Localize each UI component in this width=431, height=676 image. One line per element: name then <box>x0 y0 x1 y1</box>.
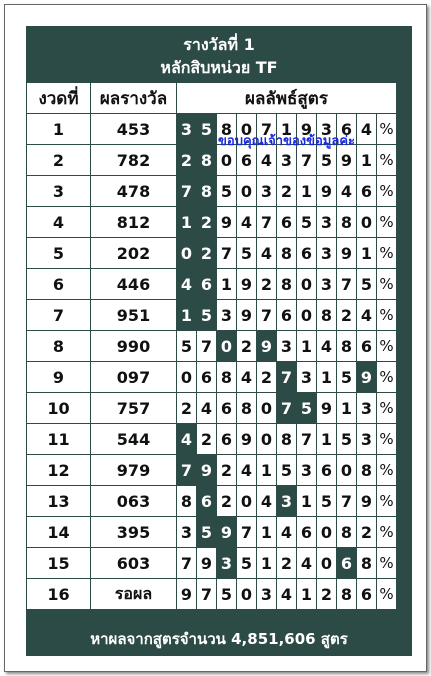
formula-digit: 7 <box>297 145 317 176</box>
formula-digit: 6 <box>197 269 217 300</box>
formula-digit: 3 <box>257 579 277 610</box>
formula-digit: 6 <box>297 238 317 269</box>
formula-digit: 9 <box>197 455 217 486</box>
formula-digit: 4 <box>237 362 257 393</box>
formula-digit: 0 <box>297 269 317 300</box>
round-number: 10 <box>27 393 91 424</box>
prize-result: 478 <box>91 176 177 207</box>
round-number: 9 <box>27 362 91 393</box>
formula-digit: 8 <box>317 300 337 331</box>
formula-digit: 4 <box>197 393 217 424</box>
round-number: 7 <box>27 300 91 331</box>
round-number: 12 <box>27 455 91 486</box>
formula-digit: 0 <box>337 455 357 486</box>
table-row <box>27 579 397 610</box>
formula-digit: 3 <box>217 300 237 331</box>
round-number: 14 <box>27 517 91 548</box>
table-body <box>27 114 397 610</box>
percent-cell: % <box>377 362 397 393</box>
prize-result: 446 <box>91 269 177 300</box>
formula-digit: 6 <box>317 455 337 486</box>
title-line-1: รางวัลที่ 1 <box>183 35 255 54</box>
formula-digit: 6 <box>357 176 377 207</box>
formula-digit: 6 <box>337 114 357 145</box>
formula-digit: 7 <box>177 455 197 486</box>
formula-digit: 5 <box>197 300 217 331</box>
formula-digit: 6 <box>337 548 357 579</box>
round-number: 15 <box>27 548 91 579</box>
table-row <box>27 455 397 486</box>
formula-digit: 7 <box>177 176 197 207</box>
formula-digit: 9 <box>237 424 257 455</box>
formula-digit: 4 <box>317 331 337 362</box>
table-row <box>27 300 397 331</box>
formula-digit: 4 <box>297 548 317 579</box>
formula-digit: 7 <box>337 486 357 517</box>
formula-digit: 8 <box>277 269 297 300</box>
formula-digit: 2 <box>197 424 217 455</box>
formula-digit: 3 <box>357 393 377 424</box>
formula-digit: 5 <box>177 331 197 362</box>
formula-digit: 8 <box>337 517 357 548</box>
formula-digit: 6 <box>217 393 237 424</box>
formula-digit: 1 <box>177 207 197 238</box>
formula-digit: 5 <box>277 455 297 486</box>
header-round: งวดที่ <box>27 83 91 114</box>
formula-digit: 3 <box>277 486 297 517</box>
formula-digit: 9 <box>357 362 377 393</box>
formula-digit: 9 <box>237 300 257 331</box>
formula-digit: 7 <box>337 269 357 300</box>
formula-digit: 2 <box>217 455 237 486</box>
board-title <box>26 26 412 84</box>
formula-digit: 2 <box>217 486 237 517</box>
formula-digit: 3 <box>217 548 237 579</box>
formula-digit: 0 <box>257 424 277 455</box>
formula-digit: 0 <box>317 517 337 548</box>
formula-digit: 7 <box>297 424 317 455</box>
watermark-text: ขอบคุณเจ้าของข้อมูลค่ะ <box>218 134 356 149</box>
formula-digit: 3 <box>317 114 337 145</box>
formula-digit: 5 <box>217 176 237 207</box>
formula-digit: 3 <box>177 114 197 145</box>
formula-digit: 5 <box>297 393 317 424</box>
formula-digit: 4 <box>237 207 257 238</box>
header-formula: ผลลัพธ์สูตร <box>177 83 397 114</box>
formula-digit: 5 <box>317 145 337 176</box>
formula-digit: 5 <box>197 517 217 548</box>
formula-digit: 9 <box>217 207 237 238</box>
formula-digit: 9 <box>177 579 197 610</box>
formula-digit: 4 <box>337 176 357 207</box>
formula-digit: 8 <box>197 145 217 176</box>
prize-result: 782 <box>91 145 177 176</box>
round-number: 6 <box>27 269 91 300</box>
formula-digit: 8 <box>177 486 197 517</box>
formula-digit: 1 <box>257 455 277 486</box>
formula-digit: 8 <box>277 238 297 269</box>
formula-digit: 4 <box>277 579 297 610</box>
formula-digit: 0 <box>217 145 237 176</box>
result-board <box>26 26 412 656</box>
formula-digit: 4 <box>357 300 377 331</box>
formula-digit: 3 <box>317 207 337 238</box>
formula-digit: 7 <box>257 207 277 238</box>
formula-digit: 9 <box>357 486 377 517</box>
formula-digit: 8 <box>337 331 357 362</box>
percent-cell: % <box>377 455 397 486</box>
formula-digit: 7 <box>277 393 297 424</box>
formula-digit: 3 <box>317 238 337 269</box>
formula-digit: 3 <box>317 269 337 300</box>
table-row <box>27 238 397 269</box>
formula-digit: 9 <box>337 238 357 269</box>
formula-digit: 5 <box>197 114 217 145</box>
formula-digit: 9 <box>217 517 237 548</box>
formula-digit: 9 <box>337 145 357 176</box>
percent-cell: % <box>377 579 397 610</box>
prize-result: 990 <box>91 331 177 362</box>
formula-digit: 0 <box>217 331 237 362</box>
formula-digit: 1 <box>177 300 197 331</box>
header-row <box>27 83 397 114</box>
formula-digit: 2 <box>337 300 357 331</box>
formula-digit: 8 <box>237 393 257 424</box>
percent-cell: % <box>377 331 397 362</box>
formula-digit: 5 <box>317 486 337 517</box>
header-result: ผลรางวัล <box>91 83 177 114</box>
formula-digit: 9 <box>197 548 217 579</box>
formula-digit: 8 <box>337 207 357 238</box>
formula-digit: 3 <box>297 362 317 393</box>
formula-digit: 2 <box>257 269 277 300</box>
formula-digit: 6 <box>297 517 317 548</box>
formula-digit: 8 <box>277 424 297 455</box>
formula-digit: 4 <box>277 517 297 548</box>
formula-digit: 1 <box>317 424 337 455</box>
formula-digit: 1 <box>357 145 377 176</box>
footer-summary: หาผลจากสูตรจำนวน 4,851,606 สูตร <box>90 630 348 648</box>
formula-digit: 6 <box>277 207 297 238</box>
formula-digit: 3 <box>277 145 297 176</box>
prize-result: 453 <box>91 114 177 145</box>
formula-digit: 6 <box>197 486 217 517</box>
round-number: 5 <box>27 238 91 269</box>
formula-digit: 1 <box>337 393 357 424</box>
formula-digit: 6 <box>357 579 377 610</box>
formula-digit: 2 <box>197 207 217 238</box>
round-number: 16 <box>27 579 91 610</box>
formula-digit: 4 <box>257 486 277 517</box>
formula-digit: 2 <box>237 331 257 362</box>
round-number: 11 <box>27 424 91 455</box>
formula-digit: 7 <box>197 331 217 362</box>
formula-digit: 4 <box>237 455 257 486</box>
percent-cell: % <box>377 238 397 269</box>
prize-result: รอผล <box>91 579 177 610</box>
formula-digit: 7 <box>277 362 297 393</box>
formula-digit: 0 <box>177 238 197 269</box>
formula-digit: 4 <box>257 238 277 269</box>
round-number: 4 <box>27 207 91 238</box>
round-number: 13 <box>27 486 91 517</box>
table-row <box>27 517 397 548</box>
formula-digit: 2 <box>177 393 197 424</box>
prize-result: 951 <box>91 300 177 331</box>
table-row <box>27 548 397 579</box>
percent-cell: % <box>377 517 397 548</box>
formula-digit: 1 <box>317 362 337 393</box>
table-row <box>27 486 397 517</box>
formula-digit: 3 <box>357 424 377 455</box>
formula-digit: 1 <box>257 548 277 579</box>
formula-digit: 1 <box>297 176 317 207</box>
formula-digit: 6 <box>217 424 237 455</box>
round-number: 3 <box>27 176 91 207</box>
table-row <box>27 176 397 207</box>
prize-result: 812 <box>91 207 177 238</box>
percent-cell: % <box>377 207 397 238</box>
formula-digit: 4 <box>177 424 197 455</box>
formula-digit: 7 <box>177 548 197 579</box>
formula-digit: 3 <box>277 331 297 362</box>
prize-result: 097 <box>91 362 177 393</box>
formula-digit: 7 <box>257 300 277 331</box>
formula-digit: 0 <box>237 114 257 145</box>
percent-cell: % <box>377 486 397 517</box>
formula-digit: 5 <box>357 269 377 300</box>
round-number: 8 <box>27 331 91 362</box>
formula-digit: 8 <box>217 114 237 145</box>
formula-digit: 1 <box>277 114 297 145</box>
table-row <box>27 269 397 300</box>
formula-digit: 4 <box>257 145 277 176</box>
prize-result: 063 <box>91 486 177 517</box>
formula-digit: 4 <box>357 114 377 145</box>
outer-frame <box>4 4 427 672</box>
percent-cell: % <box>377 424 397 455</box>
formula-digit: 0 <box>357 207 377 238</box>
percent-cell: % <box>377 269 397 300</box>
formula-digit: 6 <box>237 145 257 176</box>
round-number: 1 <box>27 114 91 145</box>
percent-cell: % <box>377 300 397 331</box>
formula-digit: 0 <box>237 579 257 610</box>
prize-result: 603 <box>91 548 177 579</box>
formula-digit: 4 <box>177 269 197 300</box>
table-row <box>27 362 397 393</box>
formula-digit: 7 <box>217 238 237 269</box>
formula-digit: 5 <box>297 207 317 238</box>
formula-digit: 9 <box>317 393 337 424</box>
formula-digit: 0 <box>237 176 257 207</box>
formula-digit: 0 <box>177 362 197 393</box>
formula-digit: 2 <box>317 579 337 610</box>
formula-digit: 8 <box>357 455 377 486</box>
formula-digit: 8 <box>197 176 217 207</box>
prize-result: 979 <box>91 455 177 486</box>
formula-digit: 5 <box>237 238 257 269</box>
prize-result: 544 <box>91 424 177 455</box>
formula-digit: 6 <box>197 362 217 393</box>
formula-digit: 0 <box>317 548 337 579</box>
formula-digit: 9 <box>317 176 337 207</box>
table-row <box>27 393 397 424</box>
formula-digit: 7 <box>257 114 277 145</box>
percent-cell: % <box>377 176 397 207</box>
formula-digit: 2 <box>257 362 277 393</box>
formula-digit: 2 <box>277 548 297 579</box>
formula-digit: 1 <box>297 331 317 362</box>
formula-digit: 3 <box>257 176 277 207</box>
table-row <box>27 207 397 238</box>
formula-digit: 8 <box>217 362 237 393</box>
percent-cell: % <box>377 114 397 145</box>
prize-result: 202 <box>91 238 177 269</box>
formula-digit: 9 <box>257 331 277 362</box>
formula-digit: 9 <box>237 269 257 300</box>
formula-digit: 5 <box>337 424 357 455</box>
prize-result: 395 <box>91 517 177 548</box>
formula-digit: 8 <box>357 548 377 579</box>
formula-digit: 5 <box>217 579 237 610</box>
formula-digit: 9 <box>297 114 317 145</box>
formula-digit: 1 <box>297 486 317 517</box>
formula-digit: 2 <box>277 176 297 207</box>
percent-cell: % <box>377 393 397 424</box>
formula-digit: 5 <box>337 362 357 393</box>
formula-digit: 2 <box>177 145 197 176</box>
formula-digit: 0 <box>297 300 317 331</box>
formula-digit: 1 <box>257 517 277 548</box>
percent-cell: % <box>377 145 397 176</box>
formula-digit: 1 <box>357 238 377 269</box>
formula-digit: 2 <box>357 517 377 548</box>
formula-digit: 7 <box>197 579 217 610</box>
round-number: 2 <box>27 145 91 176</box>
formula-digit: 7 <box>237 517 257 548</box>
title-line-2: หลักสิบหน่วย TF <box>160 58 278 77</box>
formula-digit: 5 <box>237 548 257 579</box>
formula-digit: 6 <box>357 331 377 362</box>
formula-digit: 1 <box>217 269 237 300</box>
formula-digit: 0 <box>237 486 257 517</box>
formula-digit: 8 <box>337 579 357 610</box>
formula-digit: 2 <box>197 238 217 269</box>
percent-cell: % <box>377 548 397 579</box>
table-row <box>27 331 397 362</box>
formula-digit: 3 <box>177 517 197 548</box>
formula-table <box>26 82 397 610</box>
formula-digit: 1 <box>297 579 317 610</box>
formula-digit: 6 <box>277 300 297 331</box>
formula-digit: 0 <box>257 393 277 424</box>
prize-result: 757 <box>91 393 177 424</box>
table-row <box>27 424 397 455</box>
formula-digit: 3 <box>297 455 317 486</box>
